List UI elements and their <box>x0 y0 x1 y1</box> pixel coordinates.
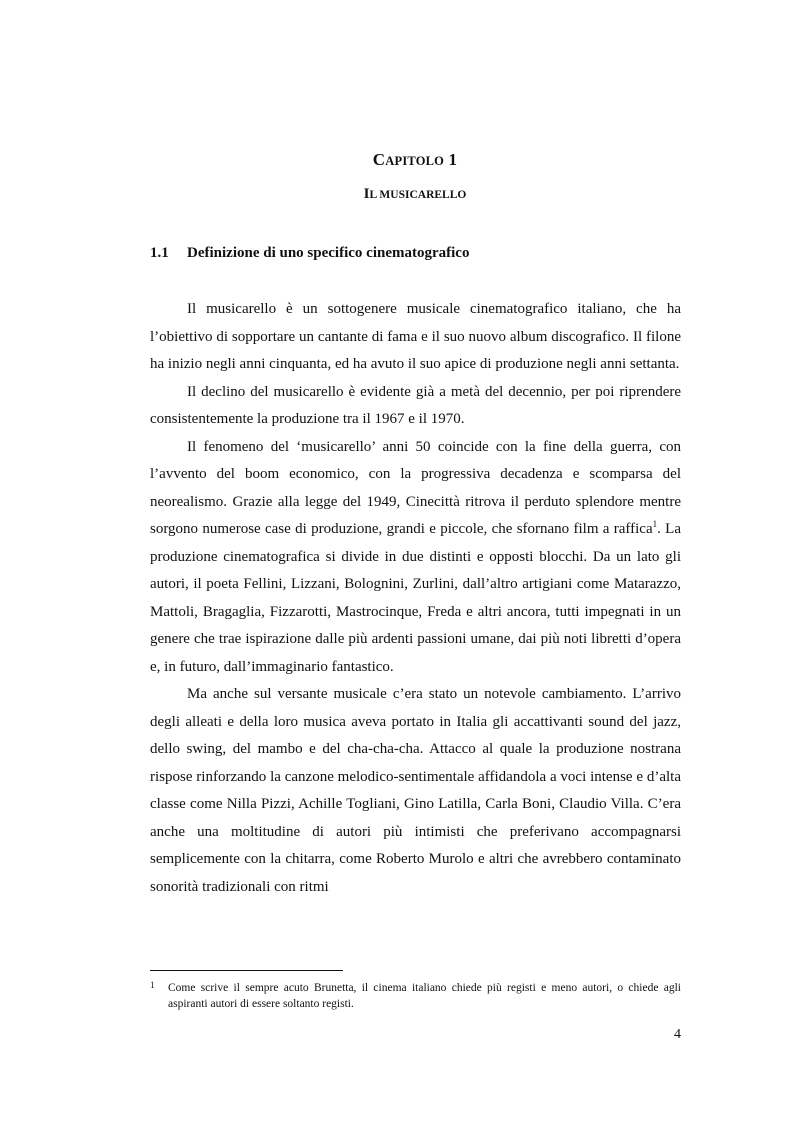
section-heading <box>150 245 469 262</box>
chapter-title-initial: I <box>363 186 370 202</box>
chapter-title <box>0 186 794 203</box>
paragraph <box>150 434 681 682</box>
chapter-label <box>0 150 794 170</box>
footnote-mark: 1 <box>150 980 155 990</box>
chapter-number: 1 <box>448 150 458 169</box>
footnote-text: Come scrive il sempre acuto Brunetta, il cinema italiano chiede più registi e meno autori, o chiede agli aspiranti autori di essere soltanto registi. <box>168 982 681 1010</box>
footnote <box>150 980 681 1012</box>
page-number: 4 <box>674 1027 681 1042</box>
chapter-label-rest: APITOLO <box>385 154 445 168</box>
chapter-title-rest: L MUSICARELLO <box>369 189 467 201</box>
paragraph: Il declino del musicarello è evidente già a metà del decennio, per poi riprendere consistentemente la produzione tra il 1967 e il 1970. <box>150 383 681 427</box>
chapter-label-initial: C <box>372 150 386 169</box>
footnote-reference[interactable]: 1 <box>652 519 658 529</box>
section-number: 1.1 <box>150 245 169 261</box>
body-text <box>150 296 681 901</box>
footnote-separator <box>150 970 343 971</box>
paragraph: Ma anche sul versante musicale c’era stato un notevole cambiamento. L’arrivo degli alleati e della loro musica aveva portato in Italia gli accattivanti sound del jazz, dello swing, del mambo e del cha-cha-cha. Attacco al quale la produzione nostrana rispose rinforzando la canzone melodico-sentimentale affidandola a voci intense e d’alta classe come Nilla Pizzi, Achille Togliani, Gino Latilla, Carla Boni, Claudio Villa. C’era anche una moltitudine di autori più intimisti che preferivano accompagnarsi semplicemente con la chitarra, come Roberto Murolo e altri che avrebbero contaminato sonorità tradizionali con ritmi <box>150 686 681 895</box>
paragraph-text: Il fenomeno del ‘musicarello’ anni 50 coincide con la fine della guerra, con l’avvento del boom economico, con la progressiva decadenza e scomparsa del neorealismo. Grazie alla legge del 1949, Cinecittà ritrova il perduto splendore mentre sorgono numerose case di produzione, grandi e piccole, che sfornano film a raffica <box>150 438 681 537</box>
section-title: Definizione di uno specifico cinematografico <box>187 245 470 261</box>
paragraph: Il musicarello è un sottogenere musicale cinematografico italiano, che ha l’obiettivo di sopportare un cantante di fama e il suo nuovo album discografico. Il filone ha inizio negli anni cinquanta, ed ha avuto il suo apice di produzione negli anni settanta. <box>150 301 681 372</box>
paragraph-text: . La produzione cinematografica si divide in due distinti e opposti blocchi. Da un lato gli autori, il poeta Fellini, Lizzani, Bolognini, Zurlini, dall’altro artigiani come Matarazzo, Mattoli, Bragaglia, Fizzarotti, Mastrocinque, Freda e altri ancora, tutti impegnati in un genere che trae ispirazione dalle più ardenti passioni umane, dai più noti libretti d’opera e, in futuro, dall’immaginario fantastico. <box>150 521 681 675</box>
